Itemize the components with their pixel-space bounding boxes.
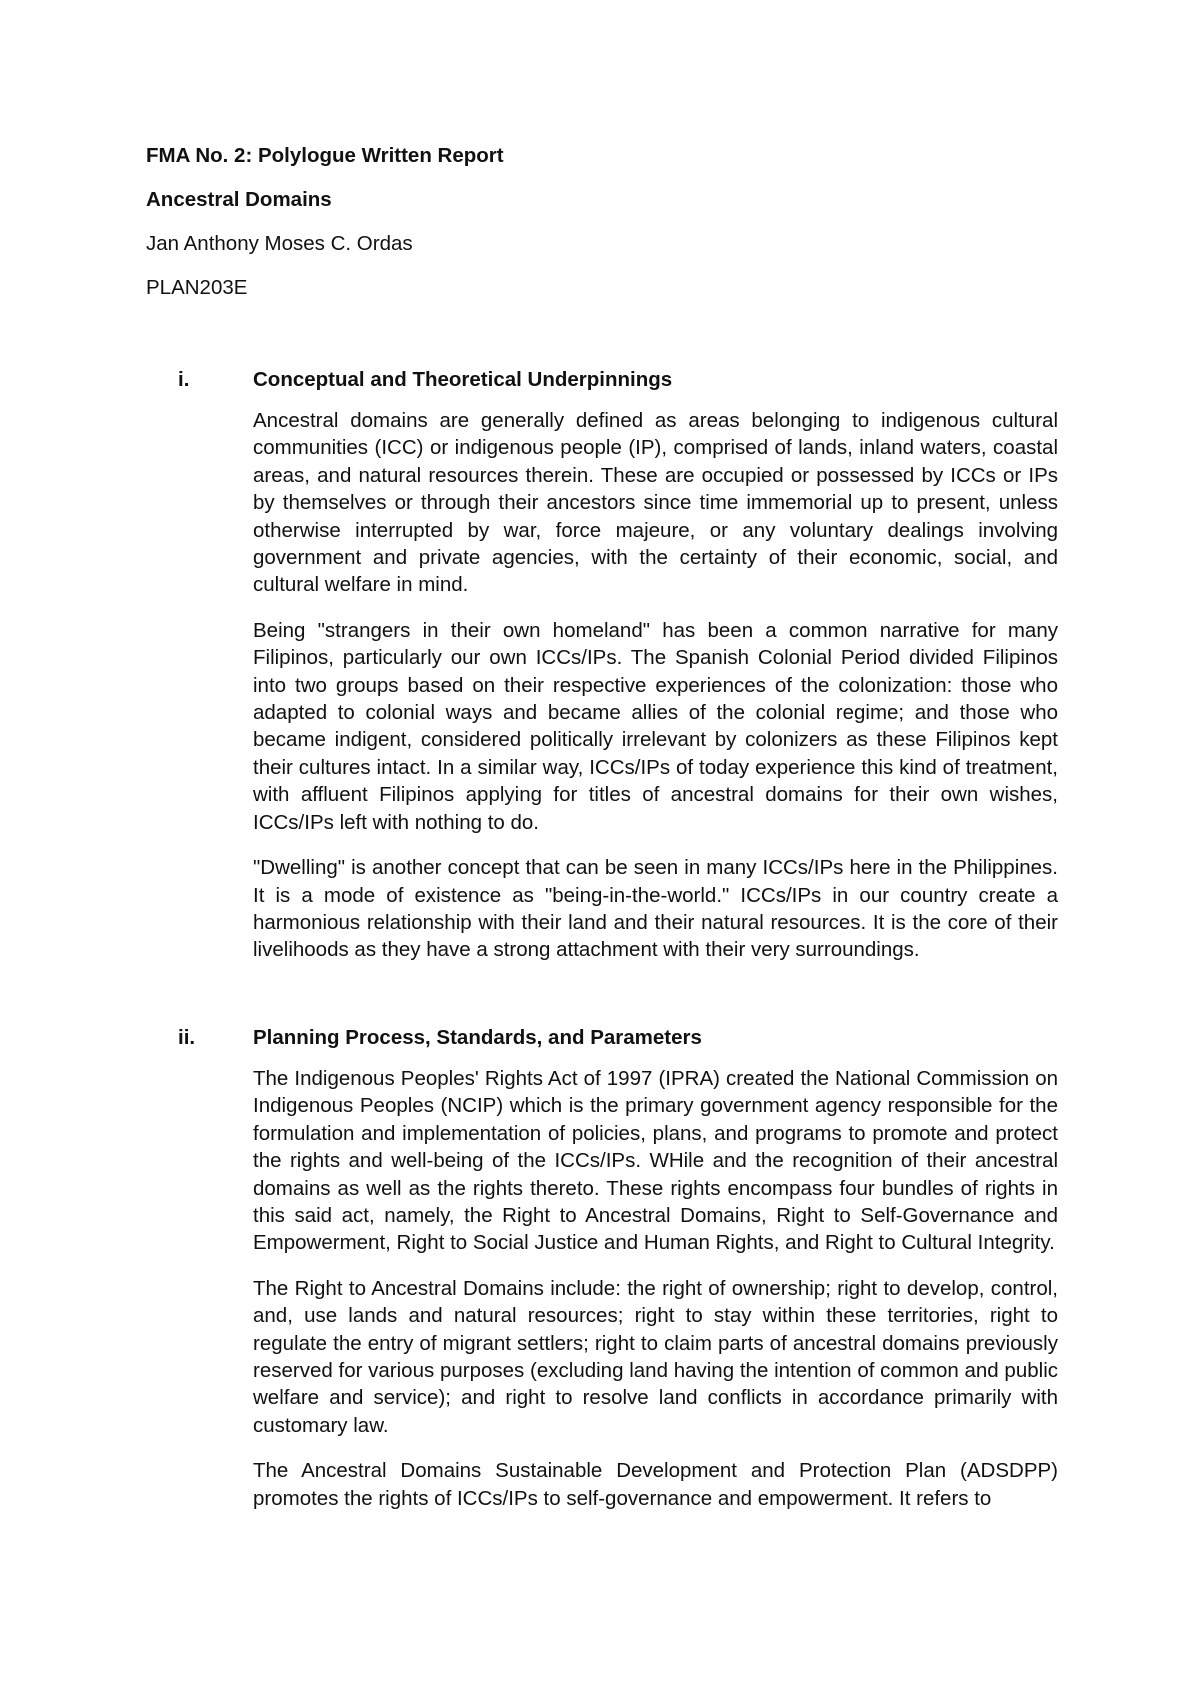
paragraph: "Dwelling" is another concept that can be seen in many ICCs/IPs here in the Philippines. It is a mode of existence as "being-in-the-world." ICCs/IPs in our country create a harmonious relationship with their land and their natural resources. It is the core of their livelihoods as they have a strong attachment with their very surroundings. — [253, 856, 1058, 962]
paragraph: The Indigenous Peoples' Rights Act of 1997 (IPRA) created the National Commission on Indigenous Peoples (NCIP) which is the primary government agency responsible for the formulation and implementation of policies, plans, and programs to promote and protect the rights and well-being of the ICCs/IPs. WHile and the recognition of their ancestral domains as well as the rights thereto. These rights encompass four bundles of rights in this said act, namely, the Right to Ancestral Domains, Right to Self-Governance and Empowerment, Right to Social Justice and Human Rights, and Right to Cultural Integrity. — [253, 1067, 1058, 1255]
report-topic: Ancestral Domains — [146, 188, 332, 211]
paragraph: Being "strangers in their own homeland" has been a common narrative for many Filipinos, particularly our own ICCs/IPs. The Spanish Colonial Period divided Filipinos into two groups based on their respective experiences of the colonization: those who adapted to colonial ways and became allies of the colonial regime; and those who became indigent, considered politically irrelevant by colonizers as these Filipinos kept their cultures intact. In a similar way, ICCs/IPs of today experience this kind of treatment, with affluent Filipinos applying for titles of ancestral domains for their own wishes, ICCs/IPs left with nothing to do. — [253, 618, 1058, 834]
course-code: PLAN203E — [146, 276, 248, 299]
document-header — [146, 144, 1066, 320]
section-title: Conceptual and Theoretical Underpinnings — [253, 368, 673, 391]
assignment-title: FMA No. 2: Polylogue Written Report — [146, 144, 504, 167]
section-conceptual — [178, 367, 1068, 982]
section-number: ii. — [178, 1026, 196, 1049]
paragraph: The Ancestral Domains Sustainable Development and Protection Plan (ADSDPP) promotes the rights of ICCs/IPs to self-governance and empowerment. It refers to — [253, 1459, 1058, 1510]
paragraph: Ancestral domains are generally defined as areas belonging to indigenous cultural communities (ICC) or indigenous people (IP), comprised of lands, inland waters, coastal areas, and natural resources therein. These are occupied or possessed by ICCs or IPs by themselves or through their ancestors since time immemorial up to present, unless otherwise interrupted by war, force majeure, or any voluntary dealings involving government and private agencies, with the certainty of their economic, social, and cultural welfare in mind. — [253, 409, 1058, 597]
author-name: Jan Anthony Moses C. Ordas — [146, 232, 413, 255]
section-heading — [178, 367, 1068, 393]
paragraph: The Right to Ancestral Domains include: the right of ownership; right to develop, control, and, use lands and natural resources; right to stay within these territories, right to regulate the entry of migrant settlers; right to claim parts of ancestral domains previously reserved for various purposes (excluding land having the intention of common and public welfare and service); and right to resolve land conflicts in accordance primarily with customary law. — [253, 1276, 1058, 1437]
section-title: Planning Process, Standards, and Parameters — [253, 1026, 702, 1049]
section-heading — [178, 1025, 1068, 1051]
section-number: i. — [178, 368, 190, 391]
section-planning-process — [178, 1025, 1068, 1530]
